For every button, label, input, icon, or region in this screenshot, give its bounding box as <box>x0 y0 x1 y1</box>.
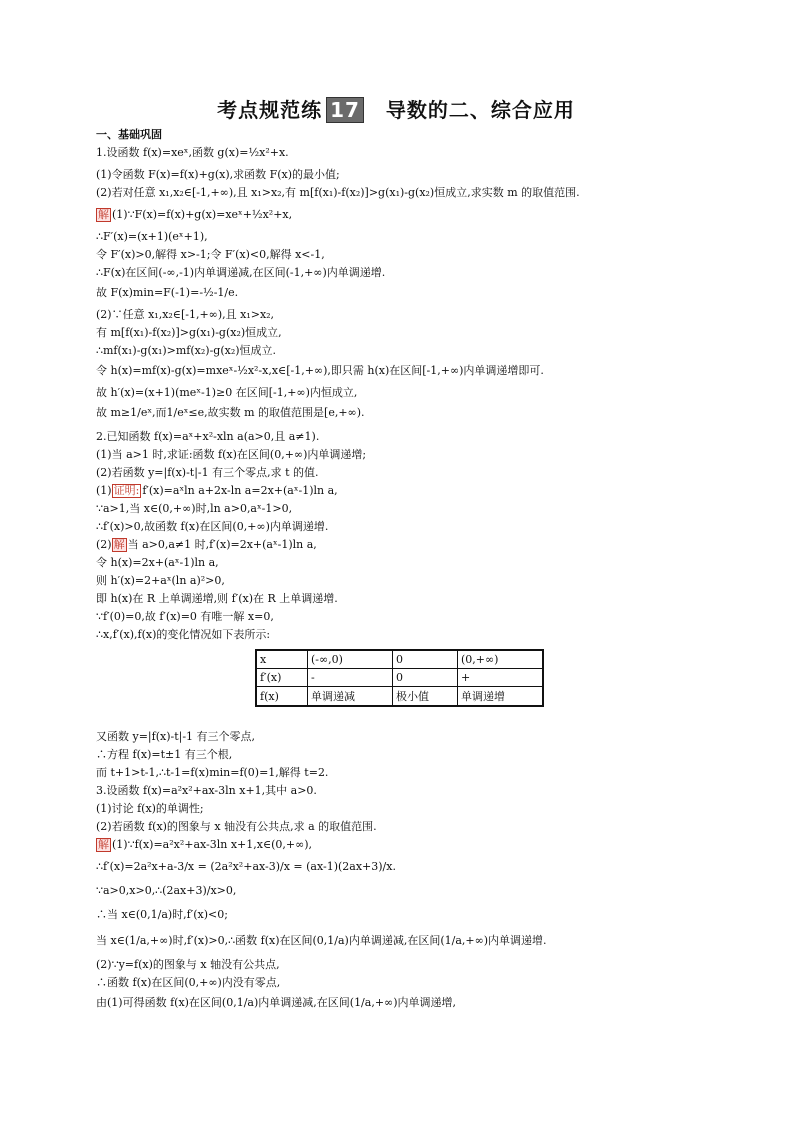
q3-part1: (1)讨论 f(x)的单调性; <box>96 802 204 815</box>
q3-stem: 3.设函数 f(x)=a²x²+ax-3ln x+1,其中 a>0. <box>96 784 317 797</box>
table-cell: (0,+∞) <box>458 650 544 669</box>
q1-sol-line: 令 F′(x)>0,解得 x>-1;令 F′(x)<0,解得 x<-1, <box>96 248 325 261</box>
q3-sol-line: 当 x∈(1/a,+∞)时,f′(x)>0,∴函数 f(x)在区间(0,1/a)内单调递减,在区间(1/a,+∞)内单调递增. <box>96 934 547 947</box>
table-cell: 单调递增 <box>458 687 544 707</box>
page-title <box>0 94 792 123</box>
table-cell: 0 <box>393 650 458 669</box>
q1-sol-line: 故 h′(x)=(x+1)(meˣ-1)≥0 在区间[-1,+∞)内恒成立, <box>96 386 358 399</box>
q1-sol-line: ∴F(x)在区间(-∞,-1)内单调递减,在区间(-1,+∞)内单调递增. <box>96 266 386 279</box>
title-number-badge: 17 <box>326 97 364 123</box>
table-row <box>256 669 543 687</box>
q3-sol-line: 解 (1)∵f(x)=a²x²+ax-3ln x+1,x∈(0,+∞), <box>98 838 313 851</box>
q3-sol-line: (2)∵y=f(x)的图象与 x 轴没有公共点, <box>96 958 280 971</box>
q2-sol-line: 则 h′(x)=2+aˣ(ln a)²>0, <box>96 574 225 587</box>
solve-tag: 解 <box>98 208 109 221</box>
table-cell: + <box>458 669 544 687</box>
q3-sol-line: ∴当 x∈(0,1/a)时,f′(x)<0; <box>96 908 228 921</box>
variation-table <box>255 649 544 707</box>
table-row <box>256 650 543 669</box>
solve-tag: 解 <box>98 838 109 851</box>
table-cell: 极小值 <box>393 687 458 707</box>
table-cell: - <box>308 669 393 687</box>
q2-part2: (2)若函数 y=|f(x)-t|-1 有三个零点,求 t 的值. <box>96 466 319 479</box>
table-cell: f′(x) <box>256 669 308 687</box>
q2-proof-line: ∴f′(x)>0,故函数 f(x)在区间(0,+∞)内单调递增. <box>96 520 329 533</box>
q1-sol-line: ∴mf(x₁)-g(x₁)>mf(x₂)-g(x₂)恒成立. <box>96 344 277 357</box>
prove-tag: 证明: <box>113 484 140 497</box>
q1-sol-line: 解 (1)∵F(x)=f(x)+g(x)=xeˣ+½x²+x, <box>98 208 293 221</box>
q1-part2: (2)若对任意 x₁,x₂∈[-1,+∞),且 x₁>x₂,有 m[f(x₁)-f(x₂)]>g(x₁)-g(x₂)恒成立,求实数 m 的取值范围. <box>96 186 580 199</box>
q2-sol-line: 即 h(x)在 R 上单调递增,则 f′(x)在 R 上单调递增. <box>96 592 338 605</box>
q2-stem: 2.已知函数 f(x)=aˣ+x²-xln a(a>0,且 a≠1). <box>96 430 320 443</box>
solve-tag: 解 <box>113 538 125 551</box>
q3-sol-line: 由(1)可得函数 f(x)在区间(0,1/a)内单调递减,在区间(1/a,+∞)内单调递增, <box>96 996 456 1009</box>
q2-sol-line: 而 t+1>t-1,∴t-1=f(x)min=f(0)=1,解得 t=2. <box>96 766 329 779</box>
q2-sol-line: 又函数 y=|f(x)-t|-1 有三个零点, <box>96 730 256 743</box>
q1-stem: 1.设函数 f(x)=xeˣ,函数 g(x)=½x²+x. <box>96 146 289 159</box>
q2-proof-line: (1) 证明: f′(x)=aˣln a+2x-ln a=2x+(aˣ-1)ln a, <box>96 484 338 497</box>
q3-part2: (2)若函数 f(x)的图象与 x 轴没有公共点,求 a 的取值范围. <box>96 820 377 833</box>
q2-sol-line: ∵f′(0)=0,故 f′(x)=0 有唯一解 x=0, <box>96 610 274 623</box>
table-row <box>256 687 543 707</box>
title-topic: 导数的二、综合应用 <box>385 98 575 122</box>
q2-sol-line: ∴方程 f(x)=t±1 有三个根, <box>96 748 233 761</box>
table-cell: 单调递减 <box>308 687 393 707</box>
q2-proof-line: ∵a>1,当 x∈(0,+∞)时,ln a>0,aˣ-1>0, <box>96 502 293 515</box>
table-cell: (-∞,0) <box>308 650 393 669</box>
q3-sol-line: ∴f′(x)=2a²x+a-3/x = (2a²x²+ax-3)/x = (ax-1)(2ax+3)/x. <box>96 860 396 873</box>
q2-sol-line: 令 h(x)=2x+(aˣ-1)ln a, <box>96 556 219 569</box>
q2-sol-line: (2) 解 当 a>0,a≠1 时,f′(x)=2x+(aˣ-1)ln a, <box>96 538 317 551</box>
q1-sol-line: 故 F(x)min=F(-1)=-½-1/e. <box>96 286 239 299</box>
q2-part1: (1)当 a>1 时,求证:函数 f(x)在区间(0,+∞)内单调递增; <box>96 448 367 461</box>
table-cell: f(x) <box>256 687 308 707</box>
q1-part1: (1)令函数 F(x)=f(x)+g(x),求函数 F(x)的最小值; <box>96 168 340 181</box>
q1-sol-line: 有 m[f(x₁)-f(x₂)]>g(x₁)-g(x₂)恒成立, <box>96 326 282 339</box>
q3-sol-line: ∵a>0,x>0,∴(2ax+3)/x>0, <box>96 884 237 897</box>
q1-sol-line: ∴F′(x)=(x+1)(eˣ+1), <box>96 230 208 243</box>
q3-sol-line: ∴函数 f(x)在区间(0,+∞)内没有零点, <box>96 976 281 989</box>
title-prefix: 考点规范练 <box>217 98 323 122</box>
q1-sol-line: (2)∵任意 x₁,x₂∈[-1,+∞),且 x₁>x₂, <box>96 308 275 321</box>
section-heading: 一、基础巩固 <box>96 128 162 141</box>
q1-sol-line: 故 m≥1/eˣ,而1/eˣ≤e,故实数 m 的取值范围是[e,+∞). <box>96 406 365 419</box>
table-cell: x <box>256 650 308 669</box>
q1-sol-line: 令 h(x)=mf(x)-g(x)=mxeˣ-½x²-x,x∈[-1,+∞),即只需 h(x)在区间[-1,+∞)内单调递增即可. <box>96 364 544 377</box>
table-cell: 0 <box>393 669 458 687</box>
q2-sol-line: ∴x,f′(x),f(x)的变化情况如下表所示: <box>96 628 271 641</box>
